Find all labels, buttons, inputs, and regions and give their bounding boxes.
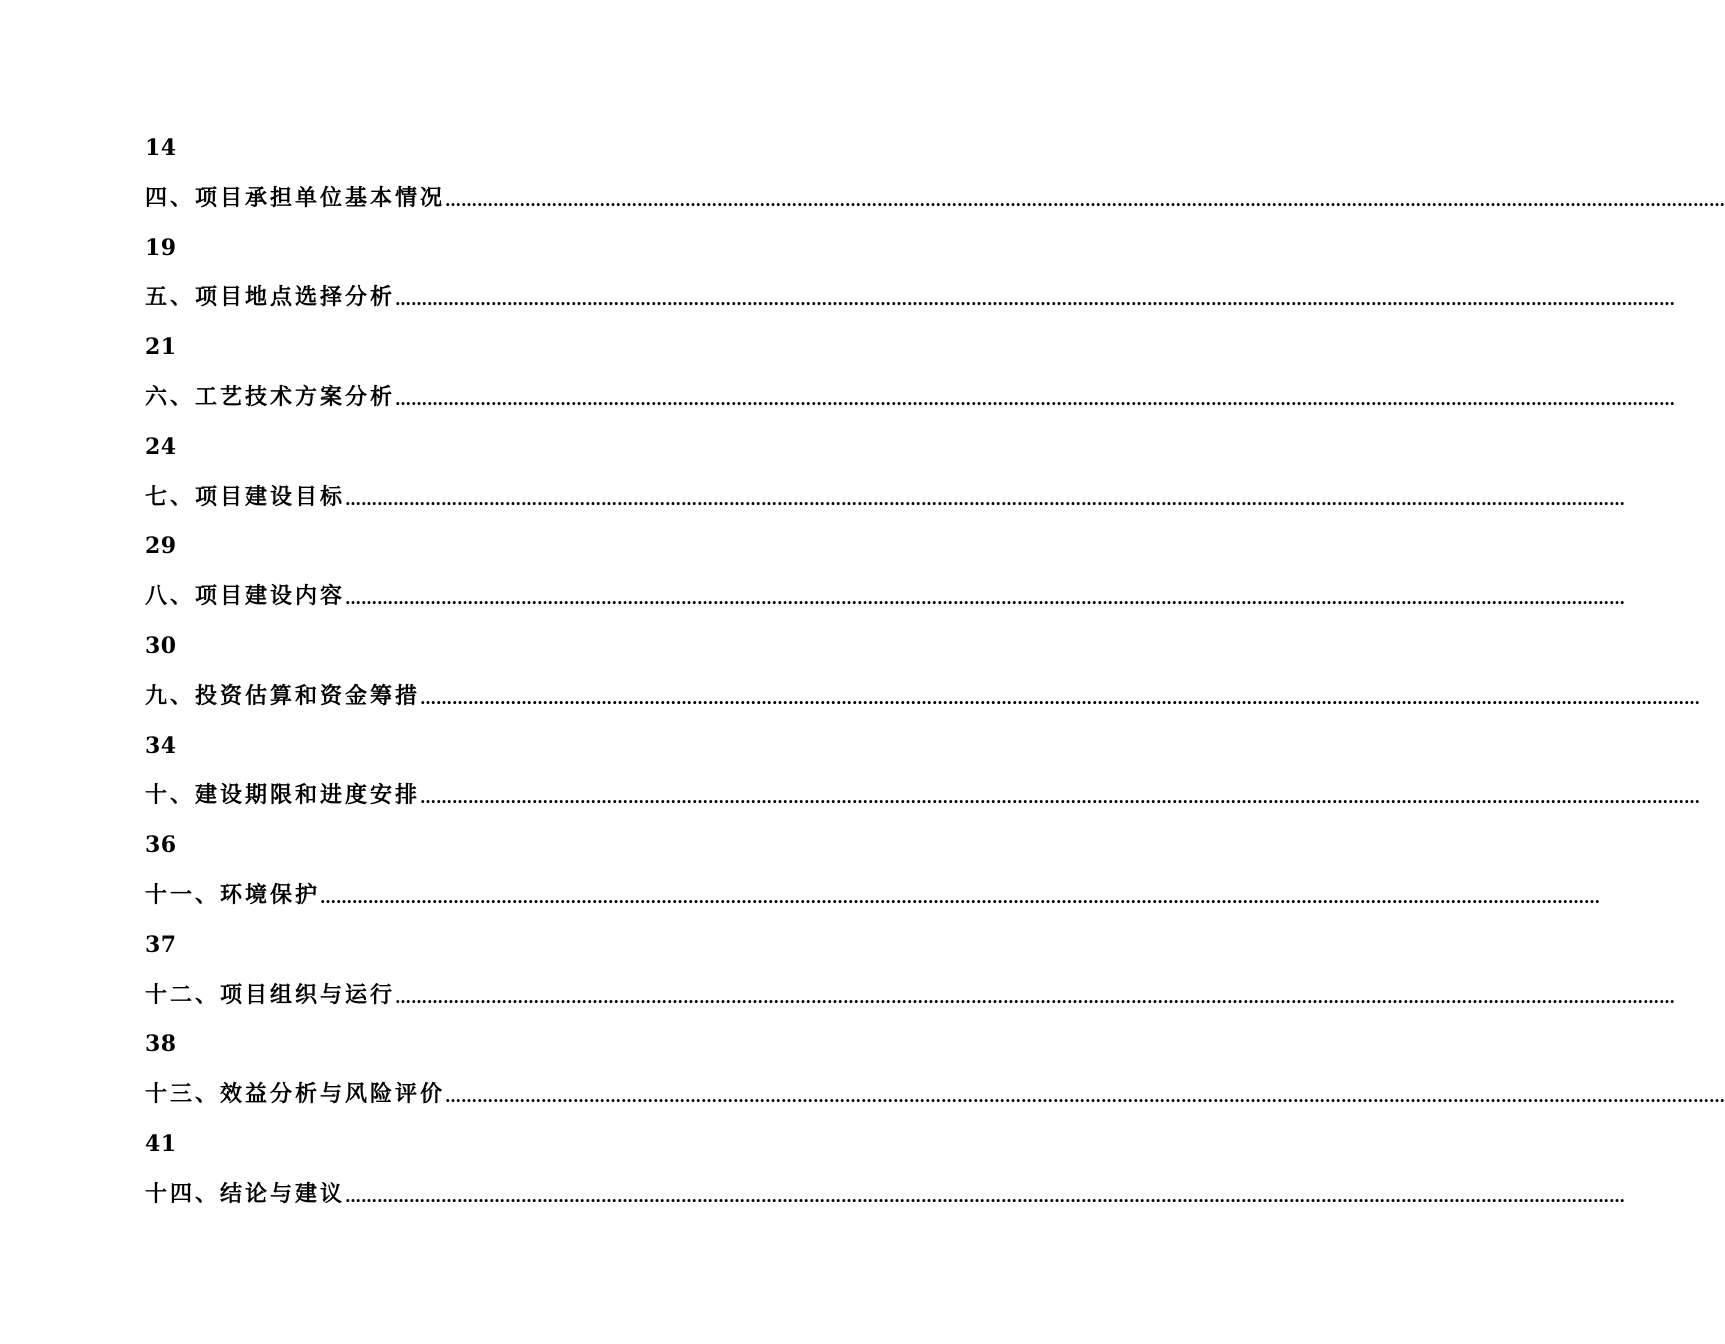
page-number-text: 14 bbox=[145, 135, 177, 161]
dot-leader: …………………………………………………………………………………………………………………………………………………………………………………………………………………… bbox=[420, 688, 1701, 708]
dot-leader: …………………………………………………………………………………………………………………………………………………………………………………………………………………… bbox=[395, 987, 1676, 1007]
page-number-text: 41 bbox=[145, 1130, 177, 1157]
dot-leader: …………………………………………………………………………………………………………………………………………………………………………………………………………………… bbox=[445, 1087, 1725, 1107]
toc-entry-title: 六、工艺技术方案分析 bbox=[145, 383, 396, 410]
toc-page-number bbox=[145, 323, 805, 373]
toc-entry-title: 十二、项目组织与运行 bbox=[145, 981, 396, 1008]
toc-page-number bbox=[145, 124, 805, 174]
toc-entry-title: 八、项目建设内容 bbox=[145, 583, 346, 610]
toc-entry bbox=[145, 572, 1626, 622]
toc-entry bbox=[145, 672, 1701, 722]
toc-entry bbox=[145, 1070, 1725, 1120]
dot-leader: …………………………………………………………………………………………………………………………………………………………………………………………………………………… bbox=[320, 887, 1601, 907]
toc-entry bbox=[145, 473, 1626, 523]
toc-entry-title: 十四、结论与建议 bbox=[145, 1180, 346, 1207]
toc-page-number bbox=[145, 1020, 805, 1070]
toc-entry-title: 十三、效益分析与风险评价 bbox=[145, 1081, 446, 1108]
toc-entry bbox=[145, 1170, 1626, 1220]
toc-entry bbox=[145, 174, 1725, 224]
table-of-contents bbox=[145, 124, 1725, 1220]
toc-entry bbox=[145, 273, 1676, 323]
page-number-text: 36 bbox=[145, 832, 177, 859]
toc-page-number bbox=[145, 722, 805, 772]
page-number-text: 34 bbox=[145, 732, 177, 759]
toc-page-number bbox=[145, 1120, 805, 1170]
page-number-text: 24 bbox=[145, 433, 177, 460]
toc-entry bbox=[145, 871, 1601, 921]
toc-entry bbox=[145, 971, 1676, 1021]
page-number-text: 38 bbox=[145, 1031, 177, 1058]
dot-leader: …………………………………………………………………………………………………………………………………………………………………………………………………………………… bbox=[445, 190, 1725, 210]
toc-page-number bbox=[145, 423, 805, 473]
toc-entry bbox=[145, 771, 1701, 821]
toc-entry-title: 七、项目建设目标 bbox=[145, 483, 346, 510]
page-number-text: 29 bbox=[145, 533, 177, 560]
toc-page-number bbox=[145, 622, 805, 672]
page-number-text: 19 bbox=[145, 234, 177, 261]
toc-entry-title: 五、项目地点选择分析 bbox=[145, 284, 396, 311]
page-number-text: 21 bbox=[145, 334, 177, 361]
toc-page-number bbox=[145, 821, 805, 871]
toc-page-number bbox=[145, 522, 805, 572]
dot-leader: …………………………………………………………………………………………………………………………………………………………………………………………………………………… bbox=[345, 489, 1626, 509]
toc-entry-title: 十、建设期限和进度安排 bbox=[145, 782, 421, 809]
toc-page-number bbox=[145, 224, 805, 274]
dot-leader: …………………………………………………………………………………………………………………………………………………………………………………………………………………… bbox=[345, 589, 1626, 609]
toc-entry-title: 十一、环境保护 bbox=[145, 881, 321, 908]
dot-leader: …………………………………………………………………………………………………………………………………………………………………………………………………………………… bbox=[395, 389, 1676, 409]
page-number-text: 37 bbox=[145, 931, 177, 958]
page-number-text: 30 bbox=[145, 632, 177, 659]
dot-leader: …………………………………………………………………………………………………………………………………………………………………………………………………………………… bbox=[420, 788, 1701, 808]
dot-leader: …………………………………………………………………………………………………………………………………………………………………………………………………………………… bbox=[345, 1186, 1626, 1206]
toc-entry bbox=[145, 373, 1676, 423]
toc-entry-title: 九、投资估算和资金筹措 bbox=[145, 682, 421, 709]
toc-page-number bbox=[145, 921, 805, 971]
dot-leader: …………………………………………………………………………………………………………………………………………………………………………………………………………………… bbox=[395, 290, 1676, 310]
toc-entry-title: 四、项目承担单位基本情况 bbox=[145, 184, 446, 211]
